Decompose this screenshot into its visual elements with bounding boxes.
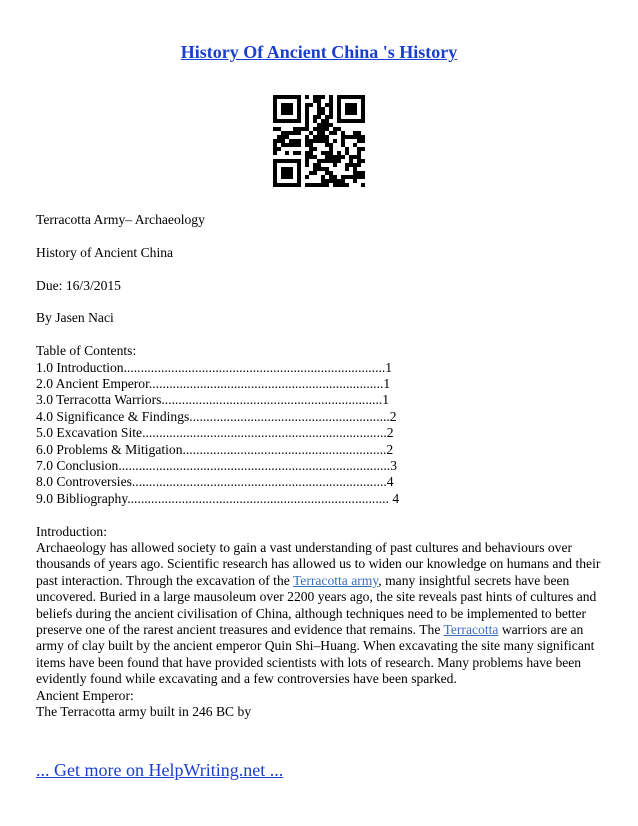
qr-code <box>273 95 365 187</box>
ancient-emperor-text: The Terracotta army built in 246 BC by <box>36 704 252 720</box>
toc-item: 4.0 Significance & Findings...........................................................2 <box>36 408 397 424</box>
toc-item: 6.0 Problems & Mitigation............................................................2 <box>36 441 394 457</box>
toc-item: 9.0 Bibliography............................................................................. 4 <box>36 490 400 506</box>
author-line: By Jasen Naci <box>36 310 114 326</box>
intro-text-1: Archaeology has allowed society to gain a vast understanding of past cultures and behaviours over thousands of years ago. Scientific research has allowed us to widen our knowledge on humans and their past interaction. Through the excavation of the <box>36 540 601 588</box>
toc-item: 7.0 Conclusion................................................................................3 <box>36 458 397 474</box>
terracotta-army-link[interactable]: Terracotta army <box>292 572 379 588</box>
intro-text-3: warriors are an army of clay built by the ancient emperor Quin Shi–Huang. When excavating the site many significant items have been found that have provided scientists with lots of research. Many problems have been evidently found while excavating and a few controversies have been sparked. <box>36 622 595 687</box>
ancient-emperor-heading: Ancient Emperor: <box>36 687 134 703</box>
introduction-heading: Introduction: <box>36 523 107 539</box>
table-of-contents <box>36 343 606 507</box>
intro-text-2: , many insightful secrets have been uncovered. Buried in a large mausoleum over 2200 years ago, the site reveals past hints of cultures and beliefs during the ancient civilisation of China, although techniques need to be implemented to better preserve one of the rarest ancient treasures and evidence that remains. The <box>36 572 597 638</box>
subject-line: History of Ancient China <box>36 244 174 260</box>
get-more-link[interactable]: ... Get more on HelpWriting.net ... <box>36 760 284 780</box>
terracotta-link[interactable]: Terracotta <box>443 622 499 638</box>
toc-item: 1.0 Introduction.............................................................................1 <box>36 359 393 375</box>
due-date: Due: 16/3/2015 <box>36 277 121 293</box>
toc-item: 3.0 Terracotta Warriors.................................................................1 <box>36 392 390 408</box>
document-title[interactable]: History Of Ancient China 's History <box>180 42 458 62</box>
toc-item: 5.0 Excavation Site........................................................................2 <box>36 425 394 441</box>
introduction-paragraph <box>36 540 606 688</box>
toc-heading: Table of Contents: <box>36 343 137 359</box>
toc-item: 8.0 Controversies...........................................................................4 <box>36 474 394 490</box>
document-body <box>36 212 606 721</box>
course-line: Terracotta Army– Archaeology <box>36 212 205 227</box>
toc-item: 2.0 Ancient Emperor.....................................................................1 <box>36 376 391 391</box>
